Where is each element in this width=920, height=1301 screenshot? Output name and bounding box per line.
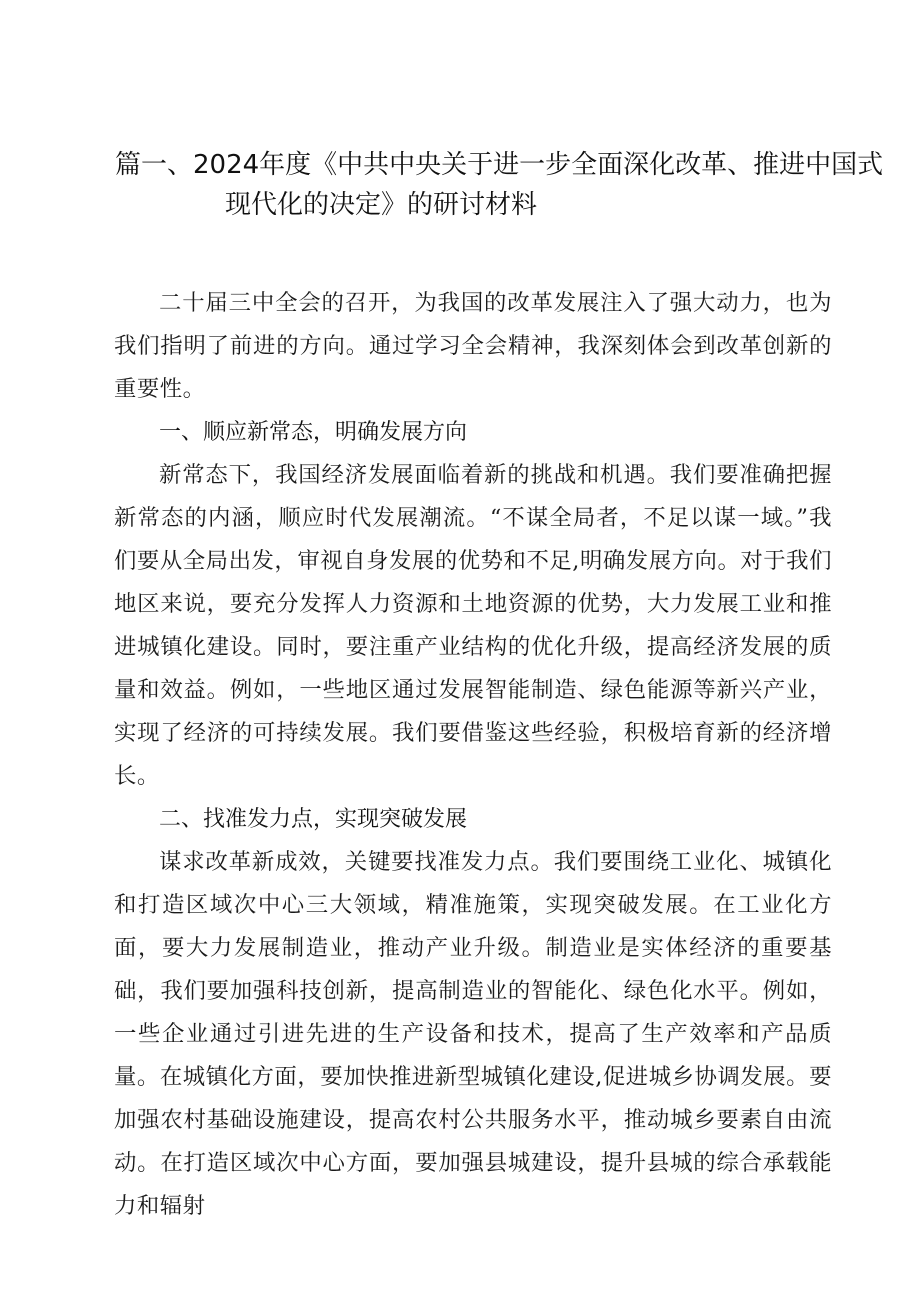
section-2-paragraph: 谋求改革新成效，关键要找准发力点。我们要围绕工业化、城镇化和打造区域次中心三大领域，精准施策，实现突破发展。在工业化方面，要大力发展制造业，推动产业升级。制造业是实体经济的重要基础，我们要加强科技创新，提高制造业的智能化、绿色化水平。例如，一些企业通过引进先进的生产设备和技术，提高了生产效率和产品质量。在城镇化方面，要加快推进新型城镇化建设,促进城乡协调发展。要加强农村基础设施建设，提高农村公共服务水平，推动城乡要素自由流动。在打造区域次中心方面，要加强县城建设，提升县城的综合承载能力和辐射 — [114, 849, 832, 1219]
section-1-paragraph: 新常态下，我国经济发展面临着新的挑战和机遇。我们要准确把握新常态的内涵，顺应时代发展潮流。“不谋全局者，不足以谋一域。”我们要从全局出发，审视自身发展的优势和不足,明确发展方向。对于我们地区来说，要充分发挥人力资源和土地资源的优势，大力发展工业和推进城镇化建设。同时，要注重产业结构的优化升级，提高经济发展的质量和效益。例如，一些地区通过发展智能制造、绿色能源等新兴产业，实现了经济的可持续发展。我们要借鉴这些经验，积极培育新的经济增长。 — [114, 462, 832, 789]
document-title — [115, 145, 884, 225]
document-body — [114, 282, 832, 1228]
intro-paragraph: 二十届三中全会的召开，为我国的改革发展注入了强大动力，也为我们指明了前进的方向。通过学习全会精神，我深刻体会到改革创新的重要性。 — [114, 290, 832, 402]
title-line-2: 现代化的决定》的研讨材料 — [225, 190, 538, 220]
section-2-heading: 二、找准发力点，实现突破发展 — [159, 807, 468, 832]
section-1-heading: 一、顺应新常态，明确发展方向 — [159, 420, 468, 445]
title-line-1: 篇一、2024年度《中共中央关于进一步全面深化改革、推进中国式 — [115, 150, 884, 180]
